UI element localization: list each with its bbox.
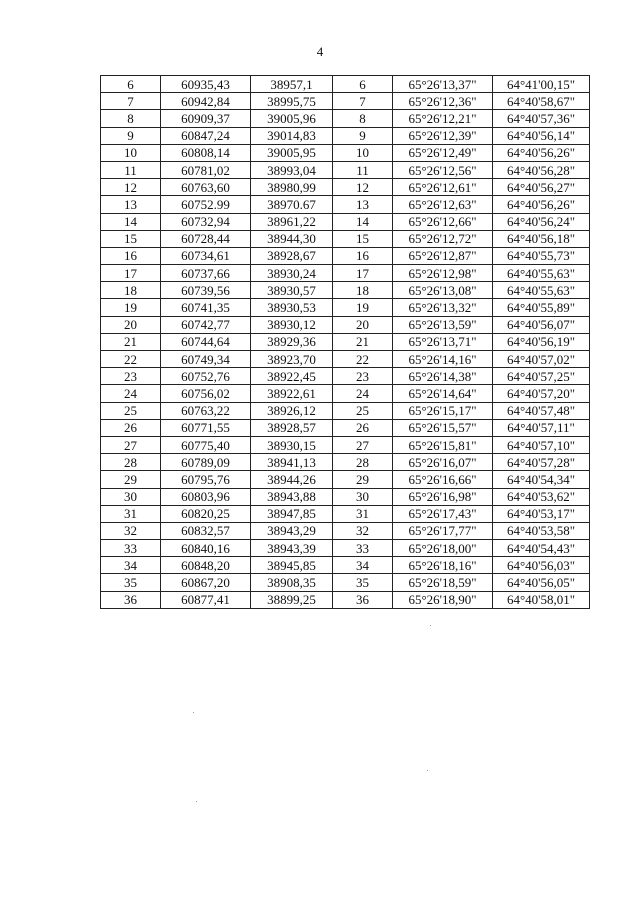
x-coordinate-cell: 60847,24	[161, 127, 251, 144]
point-number-xy-cell: 10	[101, 144, 161, 161]
x-coordinate-cell: 60734,61	[161, 247, 251, 264]
table-row	[101, 299, 590, 316]
point-number-geo-cell: 15	[333, 230, 393, 247]
x-coordinate-cell: 60728,44	[161, 230, 251, 247]
longitude-cell: 64°40'57,25"	[493, 368, 590, 385]
latitude-cell: 65°26'18,16"	[393, 557, 493, 574]
point-number-xy-cell: 9	[101, 127, 161, 144]
point-number-geo-cell: 7	[333, 93, 393, 110]
point-number-xy-cell: 25	[101, 402, 161, 419]
table-row	[101, 471, 590, 488]
table-row	[101, 265, 590, 282]
latitude-cell: 65°26'13,59"	[393, 316, 493, 333]
x-coordinate-cell: 60737,66	[161, 265, 251, 282]
table-row	[101, 540, 590, 557]
y-coordinate-cell: 38928,67	[251, 247, 333, 264]
point-number-xy-cell: 34	[101, 557, 161, 574]
longitude-cell: 64°40'55,63"	[493, 282, 590, 299]
latitude-cell: 65°26'12,49"	[393, 144, 493, 161]
point-number-geo-cell: 36	[333, 591, 393, 608]
y-coordinate-cell: 38945,85	[251, 557, 333, 574]
longitude-cell: 64°40'54,43"	[493, 540, 590, 557]
x-coordinate-cell: 60781,02	[161, 161, 251, 178]
y-coordinate-cell: 38944,30	[251, 230, 333, 247]
y-coordinate-cell: 38943,39	[251, 540, 333, 557]
point-number-geo-cell: 28	[333, 454, 393, 471]
y-coordinate-cell: 38926,12	[251, 402, 333, 419]
latitude-cell: 65°26'13,32"	[393, 299, 493, 316]
latitude-cell: 65°26'15,57"	[393, 419, 493, 436]
x-coordinate-cell: 60771,55	[161, 419, 251, 436]
point-number-geo-cell: 8	[333, 110, 393, 127]
y-coordinate-cell: 39014,83	[251, 127, 333, 144]
point-number-geo-cell: 25	[333, 402, 393, 419]
y-coordinate-cell: 38922,61	[251, 385, 333, 402]
point-number-geo-cell: 35	[333, 574, 393, 591]
x-coordinate-cell: 60744,64	[161, 333, 251, 350]
scan-speck	[427, 770, 428, 771]
x-coordinate-cell: 60803,96	[161, 488, 251, 505]
x-coordinate-cell: 60763,22	[161, 402, 251, 419]
point-number-geo-cell: 9	[333, 127, 393, 144]
y-coordinate-cell: 39005,96	[251, 110, 333, 127]
table-row	[101, 247, 590, 264]
page-number: 4	[316, 44, 324, 59]
y-coordinate-cell: 38980,99	[251, 179, 333, 196]
scan-speck	[196, 801, 197, 802]
latitude-cell: 65°26'16,66"	[393, 471, 493, 488]
table-row	[101, 282, 590, 299]
point-number-xy-cell: 26	[101, 419, 161, 436]
table-row	[101, 557, 590, 574]
point-number-xy-cell: 6	[101, 76, 161, 93]
y-coordinate-cell: 38930,12	[251, 316, 333, 333]
point-number-xy-cell: 15	[101, 230, 161, 247]
point-number-xy-cell: 16	[101, 247, 161, 264]
y-coordinate-cell: 38899,25	[251, 591, 333, 608]
latitude-cell: 65°26'14,38"	[393, 368, 493, 385]
latitude-cell: 65°26'18,90"	[393, 591, 493, 608]
longitude-cell: 64°40'57,10"	[493, 436, 590, 453]
point-number-xy-cell: 32	[101, 522, 161, 539]
y-coordinate-cell: 38930,24	[251, 265, 333, 282]
table-row	[101, 419, 590, 436]
latitude-cell: 65°26'12,61"	[393, 179, 493, 196]
table-row	[101, 179, 590, 196]
point-number-xy-cell: 21	[101, 333, 161, 350]
table-row	[101, 213, 590, 230]
x-coordinate-cell: 60832,57	[161, 522, 251, 539]
x-coordinate-cell: 60752,76	[161, 368, 251, 385]
longitude-cell: 64°40'56,03"	[493, 557, 590, 574]
x-coordinate-cell: 60741,35	[161, 299, 251, 316]
longitude-cell: 64°40'53,58"	[493, 522, 590, 539]
x-coordinate-cell: 60732,94	[161, 213, 251, 230]
latitude-cell: 65°26'16,98"	[393, 488, 493, 505]
longitude-cell: 64°40'57,48"	[493, 402, 590, 419]
point-number-xy-cell: 35	[101, 574, 161, 591]
x-coordinate-cell: 60820,25	[161, 505, 251, 522]
latitude-cell: 65°26'15,17"	[393, 402, 493, 419]
point-number-geo-cell: 23	[333, 368, 393, 385]
latitude-cell: 65°26'12,21"	[393, 110, 493, 127]
longitude-cell: 64°40'56,26"	[493, 144, 590, 161]
x-coordinate-cell: 60789,09	[161, 454, 251, 471]
point-number-xy-cell: 14	[101, 213, 161, 230]
scan-speck	[193, 712, 194, 713]
y-coordinate-cell: 38943,88	[251, 488, 333, 505]
point-number-xy-cell: 17	[101, 265, 161, 282]
point-number-xy-cell: 13	[101, 196, 161, 213]
point-number-geo-cell: 18	[333, 282, 393, 299]
point-number-geo-cell: 31	[333, 505, 393, 522]
point-number-xy-cell: 30	[101, 488, 161, 505]
latitude-cell: 65°26'17,77"	[393, 522, 493, 539]
y-coordinate-cell: 38908,35	[251, 574, 333, 591]
longitude-cell: 64°40'55,63"	[493, 265, 590, 282]
y-coordinate-cell: 39005,95	[251, 144, 333, 161]
longitude-cell: 64°40'54,34"	[493, 471, 590, 488]
point-number-xy-cell: 20	[101, 316, 161, 333]
table-row	[101, 333, 590, 350]
point-number-xy-cell: 11	[101, 161, 161, 178]
y-coordinate-cell: 38923,70	[251, 351, 333, 368]
latitude-cell: 65°26'15,81"	[393, 436, 493, 453]
longitude-cell: 64°40'57,11"	[493, 419, 590, 436]
scan-speck	[430, 625, 431, 626]
y-coordinate-cell: 38961,22	[251, 213, 333, 230]
y-coordinate-cell: 38957,1	[251, 76, 333, 93]
table-row	[101, 93, 590, 110]
longitude-cell: 64°40'57,02"	[493, 351, 590, 368]
longitude-cell: 64°40'56,05"	[493, 574, 590, 591]
y-coordinate-cell: 38947,85	[251, 505, 333, 522]
point-number-xy-cell: 33	[101, 540, 161, 557]
longitude-cell: 64°40'55,89"	[493, 299, 590, 316]
latitude-cell: 65°26'12,56"	[393, 161, 493, 178]
table-row	[101, 76, 590, 93]
point-number-geo-cell: 12	[333, 179, 393, 196]
x-coordinate-cell: 60742,77	[161, 316, 251, 333]
table-row	[101, 591, 590, 608]
longitude-cell: 64°40'56,26"	[493, 196, 590, 213]
table-row	[101, 316, 590, 333]
y-coordinate-cell: 38943,29	[251, 522, 333, 539]
latitude-cell: 65°26'13,08"	[393, 282, 493, 299]
x-coordinate-cell: 60840,16	[161, 540, 251, 557]
x-coordinate-cell: 60848,20	[161, 557, 251, 574]
point-number-xy-cell: 24	[101, 385, 161, 402]
table-row	[101, 127, 590, 144]
x-coordinate-cell: 60867,20	[161, 574, 251, 591]
latitude-cell: 65°26'16,07"	[393, 454, 493, 471]
point-number-xy-cell: 12	[101, 179, 161, 196]
latitude-cell: 65°26'12,39"	[393, 127, 493, 144]
table-row	[101, 110, 590, 127]
point-number-geo-cell: 11	[333, 161, 393, 178]
point-number-xy-cell: 19	[101, 299, 161, 316]
x-coordinate-cell: 60808,14	[161, 144, 251, 161]
latitude-cell: 65°26'13,71"	[393, 333, 493, 350]
x-coordinate-cell: 60775,40	[161, 436, 251, 453]
point-number-geo-cell: 22	[333, 351, 393, 368]
table-row	[101, 454, 590, 471]
point-number-geo-cell: 29	[333, 471, 393, 488]
x-coordinate-cell: 60749,34	[161, 351, 251, 368]
latitude-cell: 65°26'14,64"	[393, 385, 493, 402]
table-row	[101, 505, 590, 522]
y-coordinate-cell: 38930,15	[251, 436, 333, 453]
x-coordinate-cell: 60942,84	[161, 93, 251, 110]
point-number-geo-cell: 30	[333, 488, 393, 505]
point-number-geo-cell: 14	[333, 213, 393, 230]
point-number-geo-cell: 13	[333, 196, 393, 213]
longitude-cell: 64°40'56,28"	[493, 161, 590, 178]
y-coordinate-cell: 38922,45	[251, 368, 333, 385]
point-number-geo-cell: 6	[333, 76, 393, 93]
table-row	[101, 230, 590, 247]
longitude-cell: 64°40'58,01"	[493, 591, 590, 608]
x-coordinate-cell: 60935,43	[161, 76, 251, 93]
y-coordinate-cell: 38970.67	[251, 196, 333, 213]
table-row	[101, 574, 590, 591]
x-coordinate-cell: 60763,60	[161, 179, 251, 196]
y-coordinate-cell: 38993,04	[251, 161, 333, 178]
x-coordinate-cell: 60877,41	[161, 591, 251, 608]
point-number-geo-cell: 20	[333, 316, 393, 333]
point-number-xy-cell: 7	[101, 93, 161, 110]
point-number-xy-cell: 36	[101, 591, 161, 608]
latitude-cell: 65°26'14,16"	[393, 351, 493, 368]
table-row	[101, 522, 590, 539]
table-row	[101, 488, 590, 505]
x-coordinate-cell: 60795,76	[161, 471, 251, 488]
point-number-geo-cell: 33	[333, 540, 393, 557]
point-number-geo-cell: 17	[333, 265, 393, 282]
table-row	[101, 196, 590, 213]
point-number-geo-cell: 27	[333, 436, 393, 453]
x-coordinate-cell: 60739,56	[161, 282, 251, 299]
point-number-geo-cell: 26	[333, 419, 393, 436]
point-number-geo-cell: 32	[333, 522, 393, 539]
table-row	[101, 144, 590, 161]
longitude-cell: 64°40'57,20"	[493, 385, 590, 402]
longitude-cell: 64°40'53,62"	[493, 488, 590, 505]
y-coordinate-cell: 38928,57	[251, 419, 333, 436]
longitude-cell: 64°40'58,67"	[493, 93, 590, 110]
longitude-cell: 64°40'56,24"	[493, 213, 590, 230]
point-number-xy-cell: 27	[101, 436, 161, 453]
point-number-geo-cell: 19	[333, 299, 393, 316]
coordinates-table-body	[101, 76, 590, 609]
longitude-cell: 64°40'56,07"	[493, 316, 590, 333]
point-number-geo-cell: 34	[333, 557, 393, 574]
y-coordinate-cell: 38930,57	[251, 282, 333, 299]
latitude-cell: 65°26'12,72"	[393, 230, 493, 247]
point-number-xy-cell: 23	[101, 368, 161, 385]
longitude-cell: 64°40'56,18"	[493, 230, 590, 247]
y-coordinate-cell: 38995,75	[251, 93, 333, 110]
latitude-cell: 65°26'18,00"	[393, 540, 493, 557]
point-number-xy-cell: 29	[101, 471, 161, 488]
coordinates-table	[100, 75, 590, 609]
point-number-geo-cell: 21	[333, 333, 393, 350]
point-number-xy-cell: 22	[101, 351, 161, 368]
longitude-cell: 64°41'00,15"	[493, 76, 590, 93]
longitude-cell: 64°40'56,14"	[493, 127, 590, 144]
y-coordinate-cell: 38930,53	[251, 299, 333, 316]
longitude-cell: 64°40'56,27"	[493, 179, 590, 196]
latitude-cell: 65°26'12,66"	[393, 213, 493, 230]
table-row	[101, 351, 590, 368]
y-coordinate-cell: 38941,13	[251, 454, 333, 471]
point-number-xy-cell: 8	[101, 110, 161, 127]
point-number-xy-cell: 31	[101, 505, 161, 522]
table-row	[101, 436, 590, 453]
latitude-cell: 65°26'12,87"	[393, 247, 493, 264]
latitude-cell: 65°26'13,37"	[393, 76, 493, 93]
table-row	[101, 368, 590, 385]
y-coordinate-cell: 38944,26	[251, 471, 333, 488]
longitude-cell: 64°40'56,19"	[493, 333, 590, 350]
point-number-geo-cell: 10	[333, 144, 393, 161]
latitude-cell: 65°26'12,36"	[393, 93, 493, 110]
y-coordinate-cell: 38929,36	[251, 333, 333, 350]
latitude-cell: 65°26'12,98"	[393, 265, 493, 282]
point-number-geo-cell: 24	[333, 385, 393, 402]
x-coordinate-cell: 60909,37	[161, 110, 251, 127]
table-row	[101, 161, 590, 178]
table-row	[101, 385, 590, 402]
longitude-cell: 64°40'57,28"	[493, 454, 590, 471]
latitude-cell: 65°26'18,59"	[393, 574, 493, 591]
latitude-cell: 65°26'17,43"	[393, 505, 493, 522]
latitude-cell: 65°26'12,63"	[393, 196, 493, 213]
x-coordinate-cell: 60752.99	[161, 196, 251, 213]
x-coordinate-cell: 60756,02	[161, 385, 251, 402]
longitude-cell: 64°40'55,73"	[493, 247, 590, 264]
point-number-xy-cell: 18	[101, 282, 161, 299]
longitude-cell: 64°40'53,17"	[493, 505, 590, 522]
point-number-geo-cell: 16	[333, 247, 393, 264]
longitude-cell: 64°40'57,36"	[493, 110, 590, 127]
table-row	[101, 402, 590, 419]
point-number-xy-cell: 28	[101, 454, 161, 471]
